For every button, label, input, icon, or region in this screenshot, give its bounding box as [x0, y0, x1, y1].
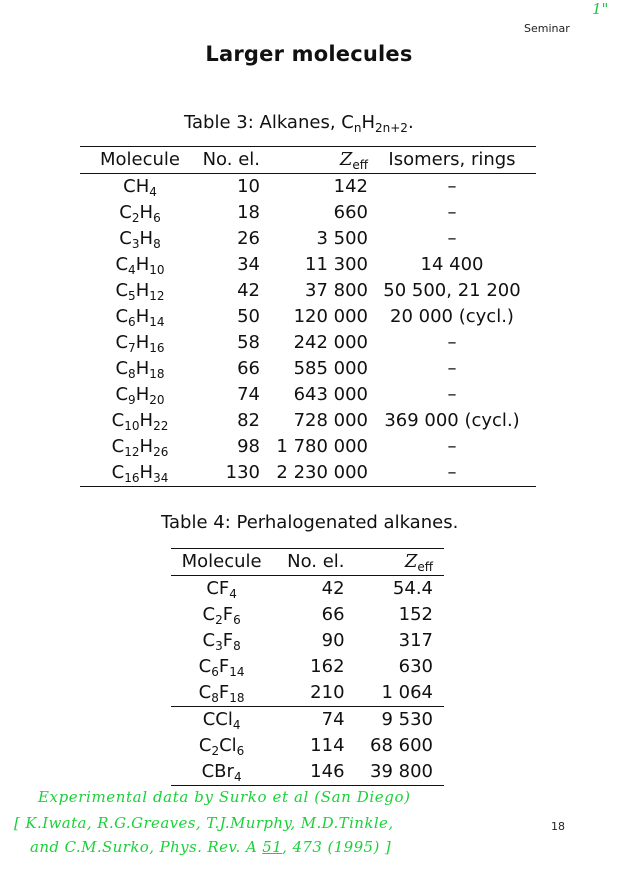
table-row [171, 602, 444, 628]
table-row [171, 576, 444, 603]
zeff-value: 68 600 [370, 735, 433, 756]
table-row [171, 759, 444, 786]
formula-part: F [222, 630, 234, 651]
isomers-value: – [447, 228, 457, 249]
table-row [80, 304, 536, 330]
electron-count: 26 [237, 228, 260, 249]
zeff-value: 37 800 [305, 280, 368, 301]
header-zeff-symbol: Z [339, 149, 353, 170]
table4-caption: Table 4: Perhalogenated alkanes. [161, 512, 459, 533]
table3-caption-suffix: . [407, 112, 414, 133]
formula-part: C [115, 306, 129, 327]
formula-part: F [218, 682, 230, 703]
formula-subscript: 2 [211, 744, 220, 758]
formula-subscript: 3 [131, 237, 140, 251]
formula-part: H [139, 228, 154, 249]
formula-subscript: 5 [128, 289, 136, 303]
molecule-formula [80, 382, 200, 408]
isomers-value: – [447, 436, 457, 457]
electron-count: 162 [310, 656, 345, 677]
formula-part: H [135, 332, 150, 353]
table-header-row [171, 549, 444, 576]
table-row [80, 460, 536, 487]
note-citation-suffix: , 473 (1995) ] [282, 838, 392, 856]
header-molecule: Molecule [171, 549, 272, 576]
formula-subscript: 12 [149, 289, 165, 303]
formula-subscript: 22 [153, 419, 169, 433]
header-zeff [260, 147, 368, 174]
formula-subscript: 4 [128, 263, 136, 277]
formula-part: CH [123, 176, 150, 197]
formula-subscript: 14 [229, 665, 245, 679]
header-zeff-sub: eff [352, 158, 368, 172]
electron-count: 82 [237, 410, 260, 431]
formula-subscript: 7 [128, 341, 136, 355]
table-row [171, 628, 444, 654]
table3-caption-sub-2n2: 2n+2 [375, 121, 408, 135]
table-row [80, 252, 536, 278]
table-row [171, 654, 444, 680]
header-electrons: No. el. [200, 147, 260, 174]
alkanes-table [80, 146, 536, 487]
isomers-value: – [447, 384, 457, 405]
header-zeff-symbol: Z [404, 551, 418, 572]
formula-part: H [139, 462, 154, 483]
formula-part: C [111, 410, 125, 431]
molecule-formula [80, 356, 200, 382]
zeff-value: 630 [398, 656, 433, 677]
isomers-value: 369 000 (cycl.) [384, 410, 520, 431]
formula-part: H [139, 202, 154, 223]
formula-part: C [202, 630, 216, 651]
zeff-value: 9 530 [345, 707, 444, 734]
zeff-value: 643 000 [293, 384, 368, 405]
zeff-value: 54.4 [392, 578, 433, 599]
formula-subscript: 4 [233, 770, 242, 784]
header-section-label: Seminar [524, 22, 570, 35]
formula-part: H [135, 280, 150, 301]
molecule-formula [80, 408, 200, 434]
formula-part: C [111, 436, 125, 457]
molecule-formula [80, 278, 200, 304]
formula-part: C [115, 358, 129, 379]
formula-part: C [119, 228, 132, 249]
zeff-value: 152 [398, 604, 433, 625]
note-citation-prefix: and C.M.Surko, Phys. Rev. A [30, 838, 263, 856]
formula-subscript: 26 [153, 445, 169, 459]
electron-count: 74 [237, 384, 260, 405]
electron-count: 74 [272, 707, 344, 734]
electron-count: 98 [237, 436, 260, 457]
formula-part: CF [206, 578, 230, 599]
molecule-formula [80, 304, 200, 330]
zeff-value: 11 300 [305, 254, 368, 275]
zeff-value: 142 [333, 176, 368, 197]
formula-subscript: 12 [124, 445, 140, 459]
handwritten-corner-mark: 1" [592, 0, 609, 18]
formula-part: CCl [202, 709, 233, 730]
formula-subscript: 8 [233, 639, 241, 653]
electron-count: 50 [237, 306, 260, 327]
molecule-formula [80, 460, 200, 487]
formula-subscript: 8 [128, 367, 136, 381]
formula-part: C [198, 656, 212, 677]
table-row [171, 680, 444, 707]
formula-part: C [115, 254, 129, 275]
formula-subscript: 18 [149, 367, 165, 381]
zeff-value: 660 [333, 202, 368, 223]
isomers-value: 50 500, 21 200 [383, 280, 521, 301]
note-citation-volume: 51 [262, 838, 283, 856]
header-zeff [345, 549, 444, 576]
table3-caption-prefix: Table 3: Alkanes, C [184, 112, 354, 133]
zeff-value: 3 500 [316, 228, 368, 249]
molecule-formula [171, 680, 272, 707]
handwritten-note-line2: [ K.Iwata, R.G.Greaves, T.J.Murphy, M.D.Tinkle, [14, 814, 394, 832]
zeff-value: 39 800 [370, 761, 433, 782]
electron-count: 58 [237, 332, 260, 353]
isomers-value: 20 000 (cycl.) [390, 306, 514, 327]
formula-part: C [115, 332, 129, 353]
formula-subscript: 20 [149, 393, 165, 407]
isomers-value: – [447, 358, 457, 379]
formula-part: H [135, 384, 150, 405]
electron-count: 42 [237, 280, 260, 301]
molecule-formula [171, 576, 272, 603]
formula-subscript: 6 [128, 315, 136, 329]
table-header-row [80, 147, 536, 174]
table-row [80, 408, 536, 434]
electron-count: 114 [310, 735, 345, 756]
isomers-value: – [447, 202, 457, 223]
formula-subscript: 8 [153, 237, 161, 251]
molecule-formula [171, 733, 272, 759]
formula-part: Cl [219, 735, 237, 756]
page-title: Larger molecules [205, 42, 413, 66]
molecule-formula [80, 174, 200, 201]
formula-subscript: 3 [215, 639, 223, 653]
table-row [171, 733, 444, 759]
molecule-formula [80, 200, 200, 226]
formula-subscript: 4 [229, 587, 237, 601]
table-row [80, 200, 536, 226]
zeff-value: 317 [398, 630, 433, 651]
zeff-value: 728 000 [293, 410, 368, 431]
formula-part: H [139, 436, 154, 457]
formula-part: H [139, 410, 154, 431]
zeff-value: 120 000 [293, 306, 368, 327]
formula-part: C [202, 604, 216, 625]
zeff-value: 1 780 000 [276, 436, 368, 457]
table-row [80, 278, 536, 304]
molecule-formula [80, 330, 200, 356]
table-row [80, 174, 536, 201]
formula-part: CBr [201, 761, 234, 782]
isomers-value: – [447, 332, 457, 353]
handwritten-note-line1: Experimental data by Surko et al (San Diego) [38, 788, 411, 806]
formula-subscript: 34 [153, 471, 169, 485]
electron-count: 66 [237, 358, 260, 379]
electron-count: 210 [310, 682, 345, 703]
electron-count: 146 [310, 761, 345, 782]
formula-subscript: 2 [131, 211, 140, 225]
formula-part: C [119, 202, 132, 223]
header-molecule: Molecule [80, 147, 200, 174]
formula-subscript: 2 [215, 613, 223, 627]
formula-part: F [222, 604, 234, 625]
header-zeff-sub: eff [417, 560, 433, 574]
header-isomers: Isomers, rings [368, 147, 536, 174]
isomers-value: – [447, 176, 457, 197]
formula-subscript: 4 [149, 185, 157, 199]
electron-count: 10 [237, 176, 260, 197]
header-electrons: No. el. [272, 549, 344, 576]
formula-subscript: 4 [232, 718, 241, 732]
page-number: 18 [551, 820, 565, 833]
formula-subscript: 14 [149, 315, 165, 329]
formula-part: C [198, 682, 212, 703]
formula-subscript: 6 [233, 613, 241, 627]
electron-count: 130 [225, 462, 260, 483]
formula-subscript: 10 [124, 419, 140, 433]
formula-subscript: 18 [229, 691, 245, 705]
molecule-formula [171, 707, 272, 734]
formula-part: C [115, 384, 129, 405]
formula-subscript: 16 [124, 471, 140, 485]
molecule-formula [80, 226, 200, 252]
molecule-formula [171, 628, 272, 654]
table-row [80, 330, 536, 356]
electron-count: 18 [237, 202, 260, 223]
zeff-value: 585 000 [293, 358, 368, 379]
electron-count: 90 [321, 630, 345, 651]
electron-count: 34 [237, 254, 260, 275]
formula-part: H [135, 254, 150, 275]
formula-subscript: 9 [128, 393, 136, 407]
electron-count: 42 [321, 578, 345, 599]
formula-part: C [111, 462, 125, 483]
formula-subscript: 16 [149, 341, 165, 355]
perhalogenated-table [171, 548, 444, 786]
zeff-value: 242 000 [293, 332, 368, 353]
electron-count: 66 [321, 604, 345, 625]
molecule-formula [80, 434, 200, 460]
table-row [80, 226, 536, 252]
formula-part: F [218, 656, 230, 677]
molecule-formula [80, 252, 200, 278]
isomers-value: – [447, 462, 457, 483]
formula-part: C [115, 280, 129, 301]
table3-caption-sub-n: n [353, 121, 362, 135]
formula-subscript: 6 [236, 744, 245, 758]
formula-subscript: 6 [211, 665, 219, 679]
table-row [80, 356, 536, 382]
formula-subscript: 6 [153, 211, 161, 225]
molecule-formula [171, 654, 272, 680]
molecule-formula [171, 759, 272, 786]
zeff-value: 1 064 [381, 682, 433, 703]
formula-part: H [135, 358, 150, 379]
table-row [80, 434, 536, 460]
isomers-value: 14 400 [420, 254, 484, 275]
zeff-value: 2 230 000 [276, 462, 368, 483]
table3-caption-mid: H [361, 112, 375, 133]
formula-subscript: 8 [211, 691, 219, 705]
formula-subscript: 10 [149, 263, 165, 277]
table-row [171, 707, 444, 734]
formula-part: H [135, 306, 150, 327]
table-row [80, 382, 536, 408]
molecule-formula [171, 602, 272, 628]
handwritten-note-line3 [30, 838, 391, 856]
formula-part: C [198, 735, 212, 756]
table3-caption [184, 112, 414, 133]
